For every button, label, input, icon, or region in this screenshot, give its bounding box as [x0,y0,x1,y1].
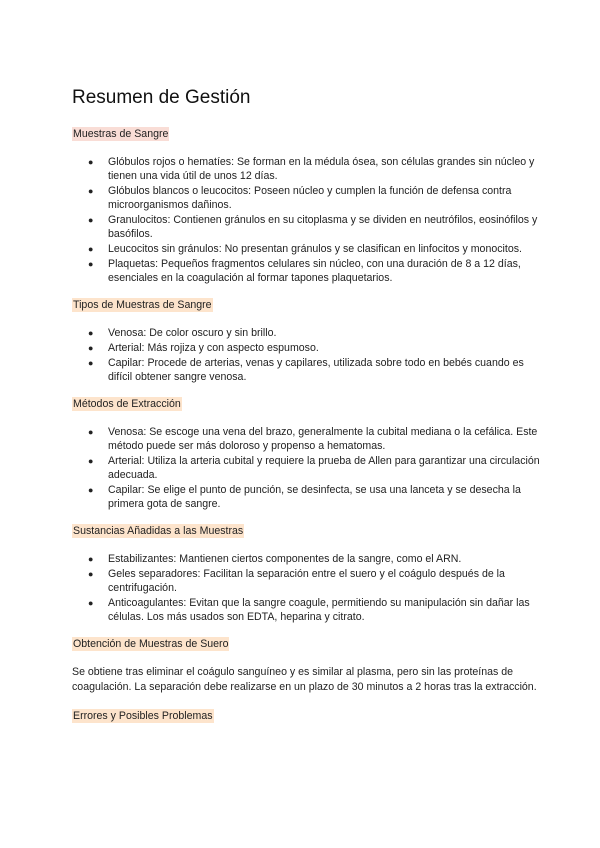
section-heading: Errores y Posibles Problemas [73,710,213,722]
list-item: ● Capilar: Se elige el punto de punción, se desinfecta, se usa una lanceta y se desecha la primera gota de sangre. [88,484,521,510]
section-sustancias-anadidas [72,521,542,624]
bullet-list [72,326,542,384]
section-heading: Muestras de Sangre [73,128,169,140]
bullet-list [72,155,542,285]
section-obtencion-de-suero [72,634,542,695]
bullet-icon: ● [88,215,94,225]
bullet-icon: ● [88,328,94,338]
bullet-icon: ● [88,358,94,368]
bullet-icon: ● [88,244,94,254]
list-item: ● Capilar: Procede de arterias, venas y capilares, utilizada sobre todo en bebés cuando es difícil obtener sangre venosa. [88,357,524,383]
section-tipos-de-muestras [72,295,542,384]
section-heading: Obtención de Muestras de Suero [73,638,229,650]
bullet-icon: ● [88,456,94,466]
list-item: ● Anticoagulantes: Evitan que la sangre coagule, permitiendo su manipulación sin dañar las células. Los más usados son EDTA, heparina y citrato. [88,597,530,623]
section-heading: Sustancias Añadidas a las Muestras [73,525,244,537]
list-item: ● Leucocitos sin gránulos: No presentan gránulos y se clasifican en linfocitos y monocitos. [88,243,522,255]
paragraph: Se obtiene tras eliminar el coágulo sanguíneo y es similar al plasma, pero sin las proteínas de coagulación. La separación debe realizarse en un plazo de 30 minutos a 2 horas tras la extracción. [72,666,537,693]
section-heading: Métodos de Extracción [73,398,181,410]
list-item: ● Arterial: Utiliza la arteria cubital y requiere la prueba de Allen para garantizar una circulación adecuada. [88,455,540,481]
list-item: ● Venosa: De color oscuro y sin brillo. [88,327,277,339]
list-item: ● Plaquetas: Pequeños fragmentos celulares sin núcleo, con una duración de 8 a 12 días, esenciales en la coagulación al formar tapones plaquetarios. [88,258,521,284]
bullet-list [72,552,542,624]
bullet-icon: ● [88,554,94,564]
bullet-icon: ● [88,569,94,579]
page-title: Resumen de Gestión [72,87,251,108]
bullet-icon: ● [88,157,94,167]
bullet-icon: ● [88,259,94,269]
bullet-icon: ● [88,485,94,495]
section-errores [72,706,542,737]
list-item: ● Arterial: Más rojiza y con aspecto espumoso. [88,342,319,354]
list-item: ● Venosa: Se escoge una vena del brazo, generalmente la cubital mediana o la cefálica. Este método puede ser más doloroso y propenso a hematomas. [88,426,538,452]
list-item: ● Glóbulos blancos o leucocitos: Poseen núcleo y cumplen la función de defensa contra microorganismos dañinos. [88,185,512,211]
section-heading: Tipos de Muestras de Sangre [73,299,212,311]
list-item: ● Granulocitos: Contienen gránulos en su citoplasma y se dividen en neutrófilos, eosinófilos y basófilos. [88,214,538,240]
list-item: ● Glóbulos rojos o hematíes: Se forman en la médula ósea, son células grandes sin núcleo y tienen una vida útil de unos 12 días. [88,156,535,182]
bullet-icon: ● [88,343,94,353]
bullet-list [72,425,542,511]
bullet-icon: ● [88,186,94,196]
bullet-icon: ● [88,598,94,608]
list-item: ● Estabilizantes: Mantienen ciertos componentes de la sangre, como el ARN. [88,553,462,565]
bullet-icon: ● [88,427,94,437]
list-item: ● Geles separadores: Facilitan la separación entre el suero y el coágulo después de la centrifugación. [88,568,505,594]
section-metodos-de-extraccion [72,394,542,511]
section-muestras-de-sangre [72,124,542,285]
